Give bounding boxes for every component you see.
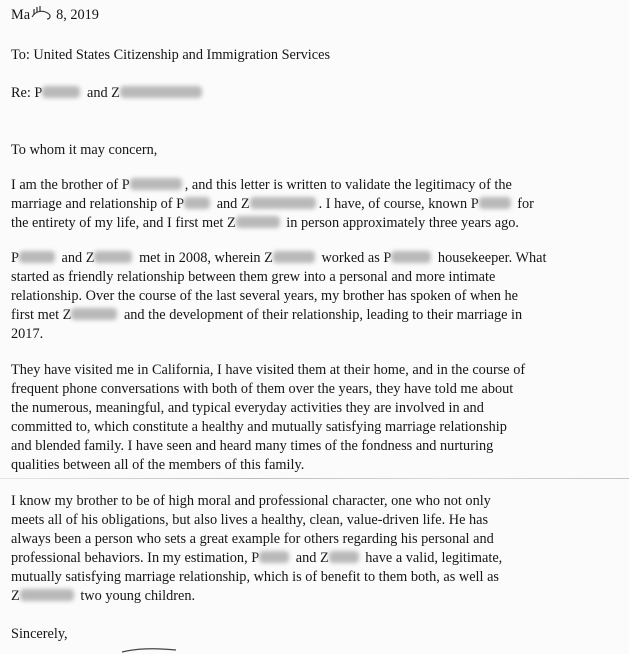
p4-line-5: mutually satisfying marriage relationship, which is of benefit to them both, as well as — [11, 569, 499, 585]
text-run: and Z — [295, 550, 329, 566]
text-run: in person approximately three years ago. — [286, 215, 519, 231]
text-run: professional behaviors. In my estimation, P — [11, 550, 260, 566]
redacted-name — [391, 251, 431, 263]
redacted-name — [250, 197, 316, 209]
redacted-name — [479, 197, 511, 209]
text-run: and the development of their relationship, leading to their marriage in — [123, 307, 523, 323]
text-run: P — [11, 250, 19, 266]
redacted-name — [20, 589, 74, 601]
p3-line-3: the numerous, meaningful, and typical everyday activities they are involved in and — [11, 400, 484, 416]
subject-line — [11, 84, 205, 103]
p4-line-1: I know my brother to be of high moral and professional character, one who not only — [11, 493, 491, 509]
re-prefix: Re: P — [11, 85, 43, 101]
redacted-name — [94, 251, 132, 263]
p3-line-5: and blended family. I have seen and heard many times of the fondness and nurturing — [11, 438, 494, 454]
p3-line-2: frequent phone conversations with both of them over the years, they have told me about — [11, 381, 514, 397]
p3-line-6: qualities between all of the members of this family. — [11, 457, 305, 473]
text-run: for — [517, 196, 534, 212]
redacted-name — [184, 197, 210, 209]
p1-line-1 — [11, 176, 512, 195]
p1-line-2 — [11, 195, 534, 214]
p1-line-3 — [11, 214, 519, 233]
p2-line-1 — [11, 249, 546, 268]
date-suffix: 8, 2019 — [56, 7, 99, 23]
date-line — [11, 6, 99, 25]
text-run: two young children. — [80, 588, 196, 604]
redacted-name — [19, 251, 55, 263]
redacted-name — [259, 551, 289, 563]
p4-line-2: meets all of his obligations, but also lives a healthy, clean, value-driven life. He has — [11, 512, 489, 528]
scan-divider — [0, 478, 629, 479]
redacted-name — [120, 86, 202, 98]
redacted-name — [236, 216, 280, 228]
text-run: have a valid, legitimate, — [365, 550, 503, 566]
text-run: first met Z — [11, 307, 72, 323]
redacted-name — [42, 86, 80, 98]
text-run: I am the brother of P — [11, 177, 130, 193]
text-run: , and this letter is written to validate the legitimacy of the — [184, 177, 512, 193]
p4-line-4 — [11, 549, 502, 568]
redacted-name — [273, 251, 315, 263]
greeting: To whom it may concern, — [11, 142, 158, 158]
redacted-name — [71, 308, 117, 320]
p3-line-4: committed to, which constitute a healthy and mutually satisfying marriage relationship — [11, 419, 507, 435]
re-mid: and Z — [86, 85, 120, 101]
recipient-line: To: United States Citizenship and Immigration Services — [11, 47, 331, 63]
handwritten-date-mark — [30, 6, 56, 22]
redacted-name — [329, 551, 359, 563]
date-prefix: Ma — [11, 7, 31, 23]
closing: Sincerely, — [11, 626, 68, 642]
redacted-name — [130, 178, 182, 190]
p4-line-3: always been a person who sets a great example for others regarding his personal and — [11, 531, 494, 547]
text-run: and Z — [216, 196, 250, 212]
text-run: met in 2008, wherein Z — [139, 250, 273, 266]
p4-line-6 — [11, 587, 195, 606]
text-run: . I have, of course, known P — [318, 196, 479, 212]
text-run: worked as P — [321, 250, 392, 266]
p2-line-4 — [11, 306, 522, 325]
p3-line-1: They have visited me in California, I have visited them at their home, and in the course of — [11, 362, 526, 378]
text-run: and Z — [61, 250, 95, 266]
text-run: marriage and relationship of P — [11, 196, 185, 212]
text-run: the entirety of my life, and I first met Z — [11, 215, 236, 231]
text-run: Z — [11, 588, 20, 604]
text-run: housekeeper. What — [437, 250, 547, 266]
p2-line-2: started as friendly relationship between them grew into a personal and more intimate — [11, 269, 496, 285]
p2-line-5: 2017. — [11, 326, 44, 342]
p2-line-3: relationship. Over the course of the last several years, my brother has spoken of when he — [11, 288, 518, 304]
signature-stroke — [120, 646, 180, 654]
